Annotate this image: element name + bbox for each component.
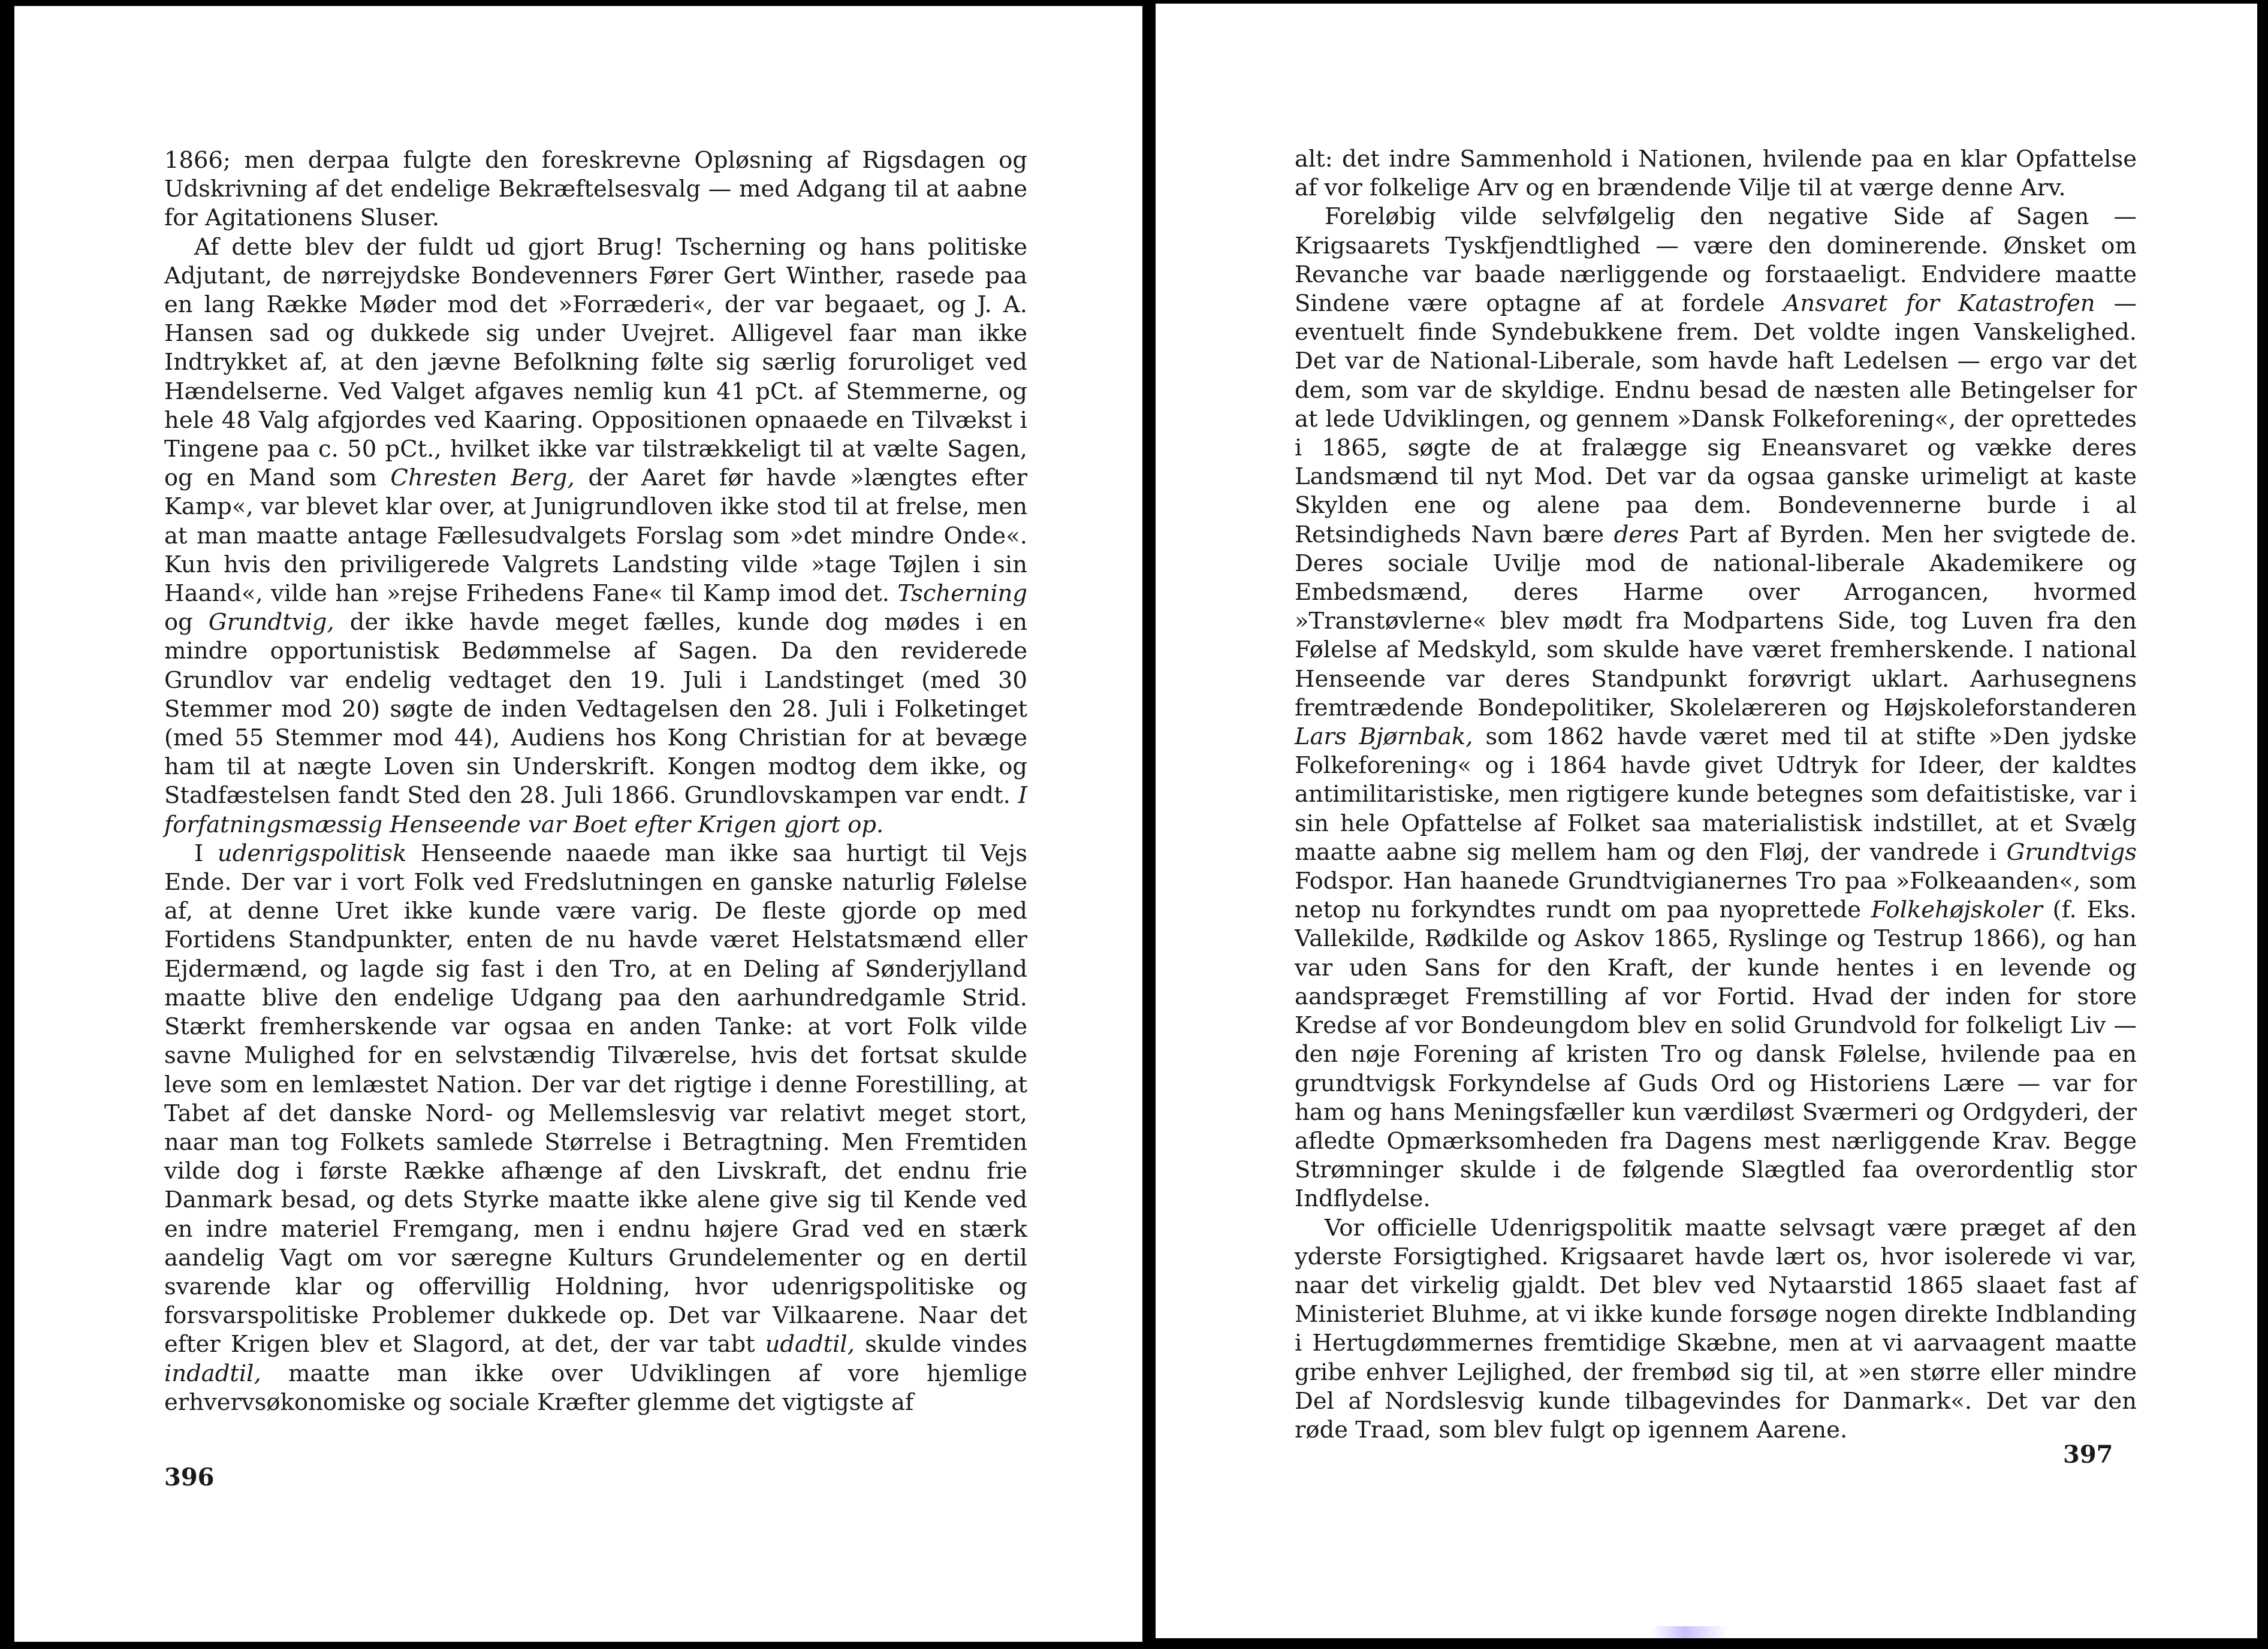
paragraph — [1295, 1214, 2137, 1445]
paragraph — [164, 233, 1027, 839]
paragraph — [1295, 145, 2137, 203]
text-run: skulde vindes — [855, 1331, 1028, 1358]
text-run: Part af Byrden. Men her svigtede de. Deres sociale Uvilje mod de national-liberale Akademikere og Embedsmænd, deres Harme over Arrogancen, hvormed »Transtøvlerne« blev mødt fra Modpartens Side, tog Luven fra den Følelse af Medskyld, som skulde have været fremherskende. I national Henseende var deres Standpunkt forøvrigt uklart. Aarhusegnens fremtrædende Bondepolitiker, Skolelæreren og Højskoleforstanderen — [1295, 521, 2137, 721]
paragraph — [164, 839, 1027, 1417]
italic-text: Grundtvigs — [2006, 838, 2137, 866]
paragraph — [164, 146, 1027, 233]
right-page-body — [1295, 145, 2137, 1445]
paragraph — [1295, 203, 2137, 1213]
italic-text: Ansvaret for Katastrofen — [1783, 290, 2095, 318]
text-run: 1866; men derpaa fulgte den foreskrevne Opløsning af Rigsdagen og Udskrivning af det endelige Bekræftelsesvalg — med Adgang til at aabne for Agitationens Sluser. — [164, 147, 1027, 232]
page-number-left: 396 — [164, 1463, 215, 1491]
italic-text: Chresten Berg, — [390, 464, 575, 492]
page-number-right: 397 — [2063, 1440, 2113, 1469]
scan-artifact-band — [1156, 1626, 2257, 1638]
italic-text: deres — [1613, 521, 1679, 548]
italic-text: Tscherning — [897, 580, 1027, 608]
text-run: Foreløbig vilde selvfølgelig den negative Side af Sagen — Krigsaarets Tyskfjendtlighed — være den dominerende. Ønsket om Revanche var baade nærliggende og forstaaeligt. Endvidere maatte Sindene være optagne af at fordele — [1295, 203, 2137, 318]
text-run: Henseende naaede man ikke saa hurtigt til Vejs Ende. Der var i vort Folk ved Fredslutningen en ganske naturlig Følelse af, at denne Uret ikke kunde være varig. De fleste gjorde op med Fortidens Standpunkter, enten de nu havde været Helstatsmænd eller Ejdermænd, og lagde sig fast i den Tro, at en Deling af Sønderjylland maatte blive den endelige Udgang paa den aarhundredgamle Strid. Stærkt fremherskende var ogsaa en anden Tanke: at vort Folk vilde savne Mulighed for en selvstændig Tilværelse, hvis det fortsat skulde leve som en lemlæstet Nation. Der var det rigtige i denne Forestilling, at Tabet af det danske Nord- og Mellemslesvig var relativt meget stort, naar man tog Folkets samlede Størrelse i Betragtning. Men Fremtiden vilde dog i første Række afhænge af den Livskraft, det endnu frie Danmark besad, og dets Styrke maatte ikke alene give sig til Kende ved en indre materiel Fremgang, men i endnu højere Grad ved en stærk aandelig Vagt om vor særegne Kulturs Grundelementer og en dertil svarende klar og offervillig Holdning, hvor udenrigspolitiske og forsvarspolitiske Problemer dukkede op. Det var Vilkaarene. Naar det efter Krigen blev et Slagord, at det, der var tabt — [164, 839, 1027, 1358]
text-run: Vor officielle Udenrigspolitik maatte selvsagt være præget af den yderste Forsigtighed. Krigsaaret havde lært os, hvor isolerede vi var, naar det virkelig gjaldt. Det blev ved Nytaarstid 1865 slaaet fast af Ministeriet Bluhme, at vi ikke kunde forsøge nogen direkte Indblanding i Hertugdømmernes fremtidige Skæbne, men at vi aarvaagent maatte gribe enhver Lejlighed, der frembød sig til, at »en større eller mindre Del af Nordslesvig kunde tilbagevindes for Danmark«. Det var den røde Traad, som blev fulgt op igennem Aarene. — [1295, 1214, 2137, 1443]
text-run: Fodspor. Han haanede Grundtvigianernes Tro paa »Folkeaanden«, som netop nu forkyndtes rundt om paa nyoprettede — [1295, 868, 2137, 924]
text-run: som 1862 havde været med til at stifte »Den jydske Folkeforening« og i 1864 havde givet Udtryk for Ideer, der kaldtes antimilitaristiske, men rigtigere kunde betegnes som defaitistiske, var i sin hele Opfattelse af Folket saa materialistisk indstillet, at et Svælg maatte aabne sig mellem ham og den Fløj, der vandrede i — [1295, 723, 2137, 866]
text-run: maatte man ikke over Udviklingen af vore hjemlige erhvervsøkonomiske og sociale Kræfter glemme det vigtigste af — [164, 1360, 1027, 1416]
right-page — [1156, 4, 2257, 1638]
text-run: der ikke havde meget fælles, kunde dog mødes i en mindre opportunistisk Bedømmelse af Sagen. Da den reviderede Grundlov var endelig vedtaget den 19. Juli i Landstinget (med 30 Stemmer mod 20) søgte de inden Vedtagelsen den 28. Juli i Folketinget (med 55 Stemmer mod 44), Audiens hos Kong Christian for at bevæge ham til at nægte Loven sin Underskrift. Kongen modtog dem ikke, og Stadfæstelsen fandt Sted den 28. Juli 1866. Grundlovskampen var endt. — [164, 609, 1027, 810]
italic-text: indadtil, — [164, 1360, 261, 1387]
text-run: — eventuelt finde Syndebukkene frem. Det voldte ingen Vanskelighed. Det var de National-Liberale, som havde haft Ledelsen — ergo var det dem, som var de skyldige. Endnu besad de næsten alle Betingelser for at lede Udviklingen, og gennem »Dansk Folkeforening«, der oprettedes i 1865, søgte de at fralægge sig Eneansvaret og vække deres Landsmænd til nyt Mod. Det var da ogsaa ganske urimeligt at kaste Skylden ene og alene paa dem. Bondevennerne burde i al Retsindigheds Navn bære — [1295, 290, 2137, 548]
text-run: Af dette blev der fuldt ud gjort Brug! Tscherning og hans politiske Adjutant, de nørrejydske Bondevenners Fører Gert Winther, rasede paa en lang Række Møder mod det »Forræderi«, der var begaaet, og J. A. Hansen sad og dukkede sig under Uvejret. Alligevel faar man ikke Indtrykket af, at den jævne Befolkning følte sig særlig foruroliget ved Hændelserne. Ved Valget afgaves nemlig kun 41 pCt. af Stemmerne, og hele 48 Valg afgjordes ved Kaaring. Oppositionen opnaaede en Tilvækst i Tingene paa c. 50 pCt., hvilket ikke var tilstrækkeligt til at vælte Sagen, og en Mand som — [164, 233, 1027, 492]
italic-text: Grundtvig, — [208, 609, 334, 636]
book-gutter — [1142, 0, 1156, 1649]
text-run: der Aaret før havde »længtes efter Kamp«, var blevet klar over, at Junigrundloven ikke stod til at frelse, men at man maatte antage Fællesudvalgets Forslag som »det mindre Onde«. Kun hvis den priviligerede Valgrets Landsting vilde »tage Tøjlen i sin Haand«, vilde han »rejse Frihedens Fane« til Kamp imod det. — [164, 464, 1027, 608]
text-run: I — [194, 839, 218, 867]
left-page — [14, 6, 1142, 1642]
text-run: (f. Eks. Vallekilde, Rødkilde og Askov 1865, Ryslinge og Testrup 1866), og han var uden Sans for den Kraft, der kunde hentes i en levende og aandspræget Fremstilling af vor Fortid. Hvad der inden for store Kredse af vor Bondeungdom blev en solid Grundvold for folkeligt Liv — den nøje Forening af kristen Tro og dansk Følelse, hvilende paa en grundtvigsk Forkyndelse af Guds Ord og Historiens Lære — var for ham og hans Meningsfæller kun værdiløst Sværmeri og Ordgyderi, der afledte Opmærksomheden fra Dagens mest nærliggende Krav. Begge Strømninger skulde i de følgende Slægtled faa overordentlig stor Indflydelse. — [1295, 896, 2137, 1213]
text-run: alt: det indre Sammenhold i Nationen, hvilende paa en klar Opfattelse af vor folkelige Arv og en brændende Vilje til at værge denne Arv. — [1295, 146, 2137, 202]
italic-text: I forfatningsmæssig Henseende var Boet efter Krigen gjort op. — [164, 782, 1027, 838]
italic-text: Lars Bjørnbak, — [1295, 723, 1473, 751]
italic-text: udadtil, — [765, 1331, 855, 1358]
text-run: og — [164, 609, 209, 636]
italic-text: Folkehøjskoler — [1871, 896, 2043, 924]
italic-text: udenrigspolitisk — [217, 839, 407, 867]
left-page-body — [164, 146, 1027, 1417]
